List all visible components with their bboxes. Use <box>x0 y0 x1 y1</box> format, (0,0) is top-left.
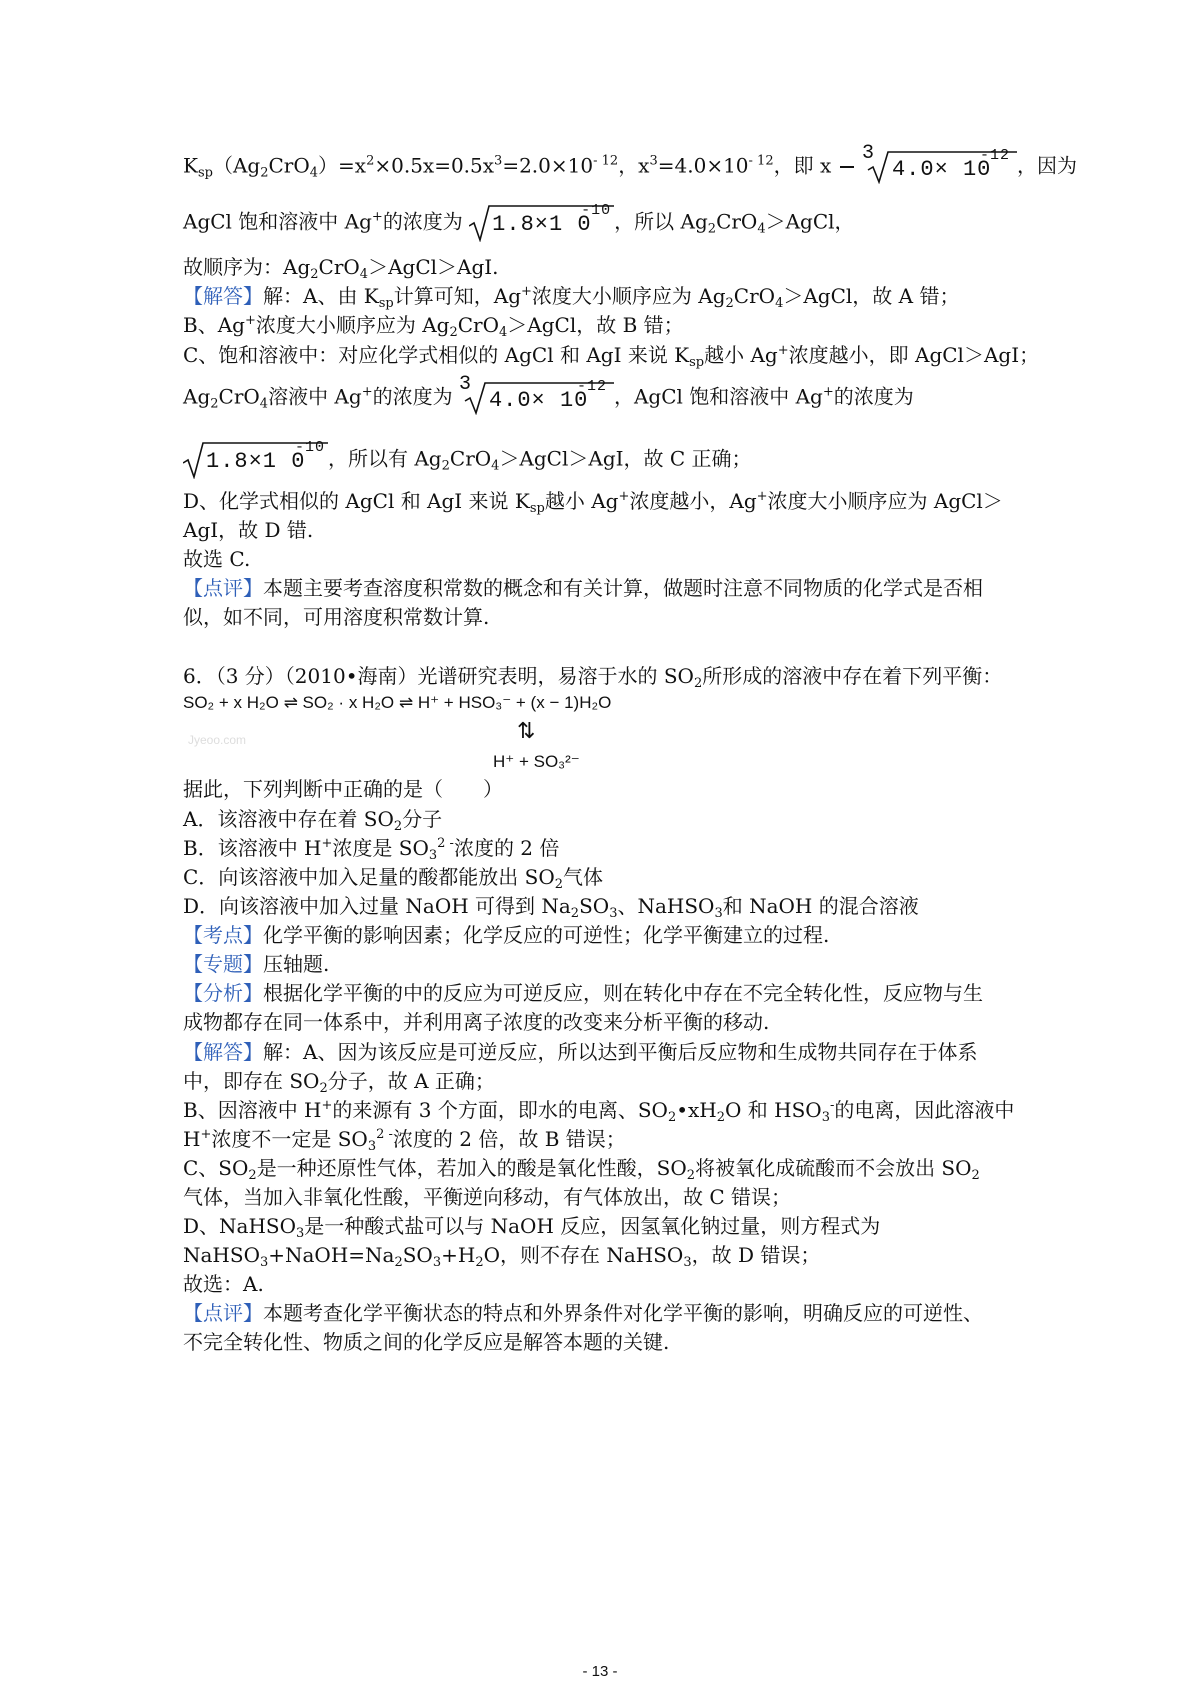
analysis: 【分析】根据化学平衡的中的反应为可逆反应，则在转化中存在不完全转化性，反应物与生 <box>183 981 983 1005</box>
text-line: 中，即存在 $SO_2$分子，故 A 正确； <box>183 1069 495 1096</box>
text-line: D、NaHSO$_3$是一种酸式盐可以与 NaOH 反应，因氢氧化钠过量，则方程式为 <box>183 1214 881 1241</box>
option-c: C．向该溶液中加入足量的酸都能放出 $SO_2$气体 <box>183 865 604 892</box>
text-line: 【解答】解：A、由 $K_{sp}$计算可知，Ag+浓度大小顺序应为 $Ag_2CrO_4>AgCl$，故 A 错； <box>183 284 960 311</box>
equilibrium-arrow: ⇅ <box>517 718 536 743</box>
text-line: D、化学式相似的 AgCl 和 AgI 来说 $K_{sp}$越小 Ag+浓度越小，Ag+浓度大小顺序应为 AgCl＞ <box>183 489 1003 516</box>
text-line: 故选 C. <box>183 547 251 571</box>
equilibrium-equation: SO₂ + x H₂O ⇌ SO₂ · x H₂O ⇌ H⁺ + HSO₃⁻ + (x − 1)H₂O <box>183 693 612 712</box>
option-b: B．该溶液中 H+浓度是 $SO_3^{2 -}$浓度的 2 倍 <box>183 836 560 863</box>
text-line: C、$SO_2$是一种还原性气体，若加入的酸是氧化性酸，$SO_2$将被氧化成硫酸而不会放出 $SO_2$ <box>183 1156 980 1183</box>
watermark: Jyeoo.com <box>188 733 247 747</box>
text-line: 成物都存在同一体系中，并利用离子浓度的改变来分析平衡的移动. <box>183 1010 770 1034</box>
cube-root: 3 4.0× 10 -12 <box>459 381 614 415</box>
topic: 【专题】压轴题. <box>183 952 330 976</box>
text-line: 故顺序为：$Ag_2CrO_4>AgCl>AgI$. <box>183 255 499 282</box>
text-line: $NaHSO_3+NaOH=Na_2SO_3+H_2O$，则不存在 NaHSO$_3$，故 D 错误； <box>183 1243 821 1270</box>
square-root: 1.8×1 0 -10 <box>183 441 328 479</box>
option-d: D．向该溶液中加入过量 NaOH 可得到 $Na_2SO_3$、NaHSO$_3$和 NaOH 的混合溶液 <box>183 894 919 921</box>
page-number: - 13 - <box>582 1663 618 1680</box>
cube-root: 3 4.0× 10 -12 <box>862 150 1017 184</box>
text-line: AgI，故 D 错. <box>183 518 314 542</box>
tag-comment: 【点评】 <box>183 576 263 600</box>
key-point: 【考点】化学平衡的影响因素；化学反应的可逆性；化学平衡建立的过程. <box>183 923 830 947</box>
text-line: 不完全转化性、物质之间的化学反应是解答本题的关键. <box>183 1330 670 1354</box>
option-a: A．该溶液中存在着 $SO_2$分子 <box>183 807 443 834</box>
text-line: 似，如不同，可用溶度积常数计算. <box>183 605 490 629</box>
text-line: $K_{sp}(Ag_2CrO_4)=x^2\times 0.5x=0.5x^3=2.0\times 10^{- 12}$，$x^3=4.0\times 10^{- 12}$，即 x 3 4.0× 10 -12 ，因为 <box>183 142 1077 182</box>
text-line: H+浓度不一定是 $SO_3^{2 -}$浓度的 2 倍，故 B 错误； <box>183 1127 626 1154</box>
text-line: 气体，当加入非氧化性酸，平衡逆向移动，有气体放出，故 C 错误； <box>183 1185 792 1209</box>
text-line: 1.8×1 0 -10 ，所以有 $Ag_2CrO_4>AgCl>AgI$，故 C 正确； <box>183 441 752 479</box>
text-line: 【点评】本题主要考查溶度积常数的概念和有关计算，做题时注意不同物质的化学式是否相 <box>183 576 983 600</box>
text-line: C、饱和溶液中：对应化学式相似的 AgCl 和 AgI 来说 $K_{sp}$越小 Ag+浓度越小，即 AgCl＞AgI； <box>183 343 1040 370</box>
text-line: B、因溶液中 H+的来源有 3 个方面，即水的电离、$SO_2•xH_2O$ 和 $HSO_3^-$的电离，因此溶液中 <box>183 1098 1015 1125</box>
square-root: 1.8×1 0 -10 <box>469 204 614 242</box>
question-header: 6．（3 分）（2010•海南）光谱研究表明，易溶于水的 $SO_2$所形成的溶液中存在着下列平衡： <box>183 664 1003 691</box>
text-line: $Ag_2CrO_4$溶液中 Ag+的浓度为 3 4.0× 10 -12 ，AgCl 饱和溶液中 Ag+的浓度为 <box>183 373 914 413</box>
solution: 【解答】解：A、因为该反应是可逆反应，所以达到平衡后反应物和生成物共同存在于体系 <box>183 1040 978 1064</box>
question-stem: 据此，下列判断中正确的是（ ） <box>183 777 503 801</box>
text-line: 故选：A. <box>183 1272 264 1296</box>
tag-answer: 【解答】 <box>183 284 263 308</box>
text-line: B、Ag+浓度大小顺序应为 $Ag_2CrO_4>AgCl$，故 B 错； <box>183 313 684 340</box>
comment: 【点评】本题考查化学平衡状态的特点和外界条件对化学平衡的影响，明确反应的可逆性、 <box>183 1301 983 1325</box>
text-line: AgCl 饱和溶液中 Ag+的浓度为 1.8×1 0 -10 ，所以 $Ag_2CrO_4>AgCl$， <box>183 204 855 242</box>
equilibrium-product: H⁺ + SO₃²⁻ <box>493 752 580 771</box>
